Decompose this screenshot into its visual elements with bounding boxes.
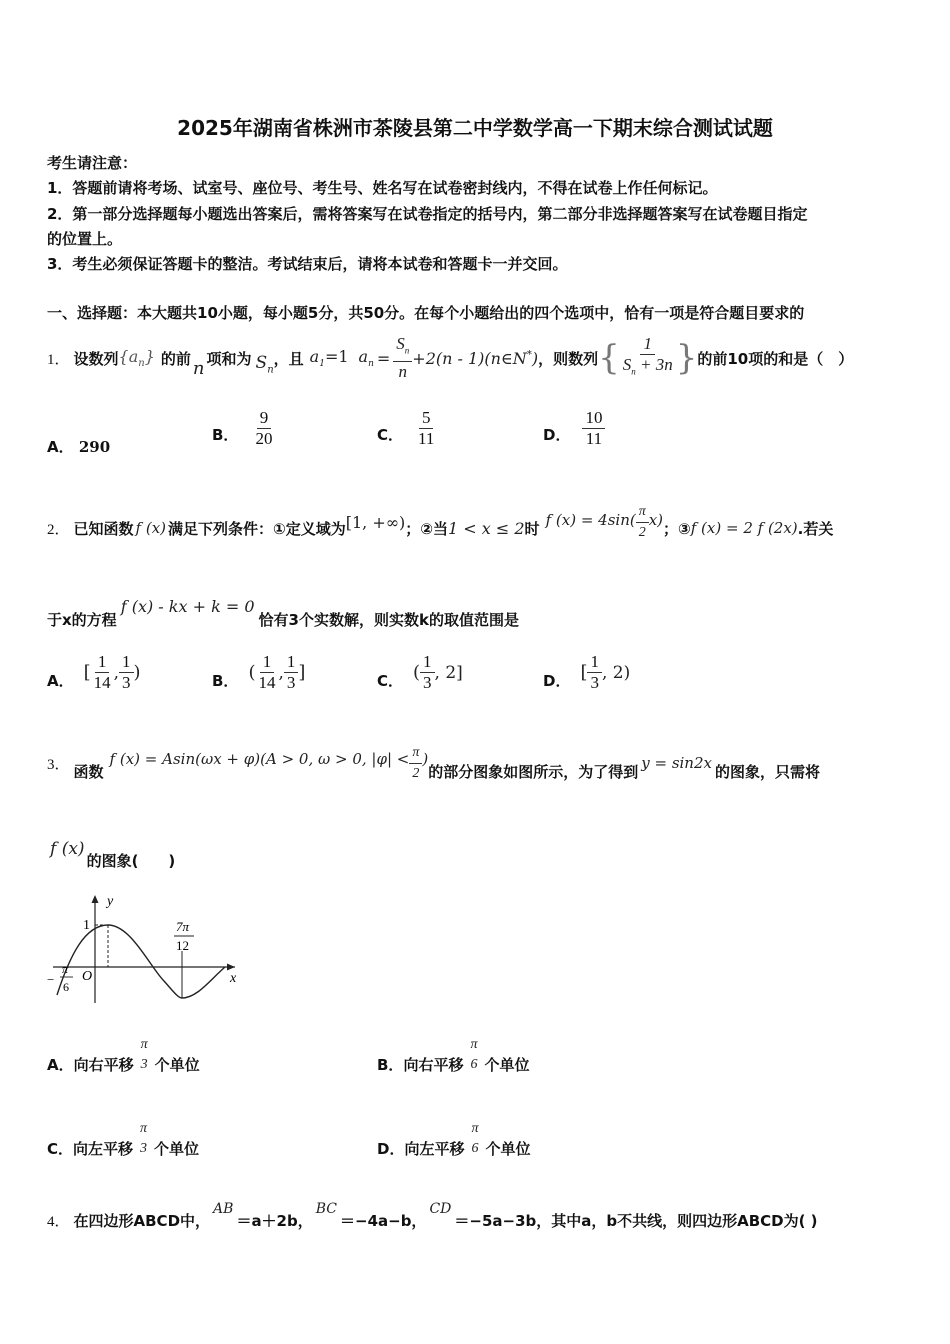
q4-text: 在四边形ABCD中， (73, 1211, 211, 1230)
q2-eqn: f (x) - kx + k = 0 (120, 596, 255, 616)
option-fraction (137, 1119, 150, 1159)
option-label: A． (47, 672, 74, 690)
notice-item: 2．第一部分选择题每小题选出答案后，需将答案写在试卷指定的括号内，第二部分非选择题答案写在试卷题目指定 (47, 205, 808, 223)
option-text: 向左平移 (404, 1139, 465, 1158)
option-fraction (255, 652, 278, 693)
option-fraction (284, 652, 299, 693)
q3-option-d[interactable] (377, 1119, 531, 1159)
question-3 (47, 740, 820, 786)
question-number: 2． (47, 521, 70, 538)
q1-rest-sup: * (526, 349, 532, 361)
option-fraction (91, 652, 114, 693)
q1-an: a (358, 346, 369, 366)
frac-den: 20 (255, 429, 273, 448)
option-label: C． (377, 672, 404, 690)
notice-heading: 考生请注意： (47, 154, 138, 172)
q3-text: 的图象，只需将 (714, 762, 820, 781)
frac-num: π (471, 1121, 479, 1136)
q4-vector-cd: CD (429, 1201, 452, 1217)
origin-label: O (82, 969, 93, 984)
option-text: 向右平移 (73, 1055, 134, 1074)
q2-text: ；③ (663, 519, 691, 538)
q3-text: 的部分图象如图所示，为了得到 (428, 762, 639, 781)
question-2-line-2 (47, 592, 519, 632)
q1-a1-sub: 1 (319, 359, 325, 370)
frac-den: 3 (590, 673, 599, 692)
q3-f: f (x) (50, 838, 85, 859)
q2-text: ；②当 (405, 519, 448, 538)
option-fraction (119, 652, 134, 693)
q1-seq2-den-rest: + 3n (635, 355, 673, 375)
q1-seq-sub: n (138, 358, 145, 370)
q1-S: S (255, 352, 268, 373)
sep: , (278, 662, 284, 683)
q3-fx: f (x) = Asin(ωx + φ)(A > 0, ω > 0, |φ| < (109, 750, 410, 768)
q1-fraction (393, 334, 412, 381)
q4-text: ＝−4a−b， (340, 1211, 427, 1230)
frac-den: 2 (412, 765, 420, 781)
option-label: C． (47, 1139, 74, 1158)
frac-num: π (636, 502, 649, 523)
frac-num: π (409, 743, 422, 764)
q2-f2-frac (636, 502, 649, 543)
q1-seq: a (128, 346, 139, 366)
frac-den: 11 (585, 429, 603, 448)
sep: , (113, 662, 120, 683)
option-text: 个单位 (154, 1055, 200, 1074)
option-text: 个单位 (484, 1055, 530, 1074)
question-3-line-2 (50, 838, 175, 871)
notice-item: 1．答题前请将考场、试室号、座位号、考生号、姓名写在试卷密封线内，不得在试卷上作任何标记。 (47, 179, 718, 197)
q1-eq: = (376, 348, 391, 368)
q4-text: ＝a＋2b， (236, 1211, 313, 1230)
option-fraction (582, 408, 605, 449)
frac-den: 3 (140, 1057, 148, 1072)
q1-option-d[interactable] (543, 408, 605, 449)
option-label: B． (212, 426, 239, 444)
frac-den: 3 (122, 673, 131, 692)
bracket: [ (83, 662, 91, 683)
q1-text: 的前10项的和是（ ） (697, 349, 854, 368)
q2-option-a[interactable] (47, 652, 141, 693)
q1-text: 设数列 (73, 349, 119, 368)
left-num: π (62, 962, 69, 976)
interval-tail: , 2) (601, 662, 631, 683)
q1-frac-den: n (398, 361, 408, 381)
q4-vector-bc: BC (315, 1201, 337, 1217)
notice-item: 3．考生必须保证答题卡的整洁。考试结束后，请将本试卷和答题卡一并交回。 (47, 255, 568, 273)
frac-num: π (470, 1037, 478, 1052)
q2-text: .若关 (797, 519, 834, 538)
section-heading: 一、选择题：本大题共10小题，每小题5分，共50分。在每个小题给出的四个选项中，恰有一项是符合题目要求的 (47, 304, 805, 322)
left-den: 6 (63, 980, 69, 994)
question-1: 1． 设数列 $\{a_n\}$ 的前 n 项和为 $S_n$ ，且 $a_1=1$ $a_n$ = $\frac{S_n}{n}$ +2(n - 1)(n∈N*) ，则数列 { $\frac{1}{S_n + 3n}$ } 的前10项的和是（ ） (47, 334, 854, 381)
option-text: 个单位 (154, 1139, 200, 1158)
question-4 (47, 1198, 818, 1232)
option-label: B． (212, 672, 239, 690)
x-axis-arrow (227, 964, 235, 971)
q1-frac-num: S (396, 334, 405, 354)
question-2 (47, 505, 833, 551)
question-number: 3． (47, 756, 70, 773)
q2-cond: 1 < x ≤ 2 (448, 518, 525, 538)
q2-text: 时 (524, 519, 540, 538)
q2-option-b[interactable] (212, 652, 305, 693)
frac-den: 3 (423, 673, 432, 692)
q2-fx: f (x) (135, 519, 167, 537)
option-text: 向右平移 (403, 1055, 464, 1074)
frac-num: 10 (582, 408, 605, 429)
q3-frac (409, 743, 422, 784)
frac-num: π (140, 1121, 148, 1136)
frac-num: π (140, 1037, 148, 1052)
frac-den: 6 (471, 1141, 479, 1156)
q1-a1: a (309, 346, 320, 366)
bracket: [ (580, 662, 588, 683)
bracket: ] (298, 662, 306, 683)
frac-den: 3 (286, 673, 296, 692)
option-label: D． (377, 1139, 405, 1158)
q3-option-b[interactable] (377, 1035, 529, 1075)
q1-text: ，且 (273, 349, 304, 368)
question-number: 4． (47, 1213, 70, 1230)
x-label: x (230, 971, 237, 986)
option-text: 个单位 (485, 1139, 531, 1158)
q4-text: ＝−5a−3b，其中a，b不共线，则四边形ABCD为( ) (454, 1211, 818, 1230)
option-value: 290 (78, 438, 111, 456)
y-axis-arrow (92, 895, 99, 903)
option-fraction (587, 652, 602, 693)
q3-text: 函数 (73, 762, 104, 781)
option-fraction (138, 1035, 151, 1075)
q1-seq2-den-sub: n (631, 366, 636, 377)
frac-num: 1 (119, 652, 134, 673)
q2-option-c[interactable] (377, 652, 463, 693)
option-fraction (252, 408, 275, 449)
q2-f2a: f (x) = 4sin( (545, 511, 636, 529)
frac-den: 14 (258, 673, 276, 692)
q1-option-c[interactable] (377, 408, 437, 449)
q4-vector-ab: AB (213, 1201, 234, 1217)
q2-f3: f (x) = 2 f (2x) (690, 519, 798, 537)
frac-num: 1 (587, 652, 602, 673)
q1-S-sub: n (267, 364, 274, 376)
q1-option-a[interactable] (47, 436, 110, 457)
q1-text: ，则数列 (538, 349, 599, 368)
option-label: D． (543, 672, 571, 690)
y-label: y (107, 894, 114, 909)
frac-den: 6 (470, 1057, 478, 1072)
right-num: 7π (176, 919, 190, 934)
q2-text: 于x的方程 (47, 610, 117, 629)
page-title: 2025年湖南省株洲市茶陵县第二中学数学高一下期末综合测试试题 (177, 116, 773, 140)
bracket: ( (413, 662, 421, 683)
bracket: ) (133, 662, 141, 683)
q3-f-close: ) (422, 750, 429, 768)
q1-a1-eq: =1 (324, 346, 349, 366)
option-label: B． (377, 1055, 404, 1074)
q1-seq2-num: 1 (640, 334, 655, 355)
interval-tail: , 2] (434, 662, 463, 683)
q1-option-b[interactable] (212, 408, 275, 449)
q2-option-d[interactable] (543, 652, 630, 693)
frac-den: 14 (93, 673, 111, 692)
q1-frac-num-sub: n (404, 345, 410, 356)
q2-text: 满足下列条件：①定义域为 (168, 519, 346, 538)
one-label: 1 (83, 918, 90, 933)
notice-item: 的位置上。 (47, 230, 123, 248)
q2-text: 恰有3个实数解，则实数k的取值范围是 (258, 610, 519, 629)
q2-domain: [1, +∞) (345, 512, 406, 532)
q1-rest: +2(n - 1)(n∈N (412, 348, 527, 368)
frac-num: 9 (257, 408, 272, 429)
option-fraction (468, 1119, 481, 1159)
frac-den: 11 (418, 429, 435, 448)
frac-num: 1 (260, 652, 275, 673)
sine-graph (45, 885, 255, 1010)
option-text: 向左平移 (73, 1139, 134, 1158)
frac-den: 3 (140, 1141, 148, 1156)
option-label: A． (47, 1055, 74, 1074)
q1-rest-end: ) (531, 348, 539, 368)
q1-an-sub: n (368, 359, 374, 370)
bracket: ( (248, 662, 256, 683)
option-label: A． (47, 438, 74, 456)
option-fraction (420, 652, 435, 693)
right-den: 12 (176, 938, 189, 953)
left-neg: − (47, 972, 55, 987)
option-fraction (415, 408, 437, 449)
q1-text: 项和为 (206, 349, 252, 368)
q1-text: 的前 (160, 349, 191, 368)
q3-y: y = sin2x (641, 754, 712, 772)
q3-option-a[interactable] (47, 1035, 200, 1075)
q1-n: n (192, 357, 205, 379)
frac-num: 5 (419, 408, 434, 429)
q2-text: 已知函数 (73, 519, 134, 538)
sine-curve (57, 925, 225, 998)
q3-option-c[interactable] (47, 1119, 199, 1159)
option-fraction (467, 1035, 480, 1075)
frac-num: 1 (284, 652, 299, 673)
option-label: D． (543, 426, 571, 444)
q1-seq2-fraction (620, 334, 676, 381)
q2-f2b: x) (648, 511, 664, 529)
q1-seq2-den: S (622, 355, 632, 375)
frac-num: 1 (95, 652, 110, 673)
frac-den: 2 (638, 524, 646, 540)
frac-num: 1 (420, 652, 435, 673)
q3-text: 的图象( ) (86, 852, 176, 870)
option-label: C． (377, 426, 404, 444)
question-number: 1． (47, 351, 70, 368)
